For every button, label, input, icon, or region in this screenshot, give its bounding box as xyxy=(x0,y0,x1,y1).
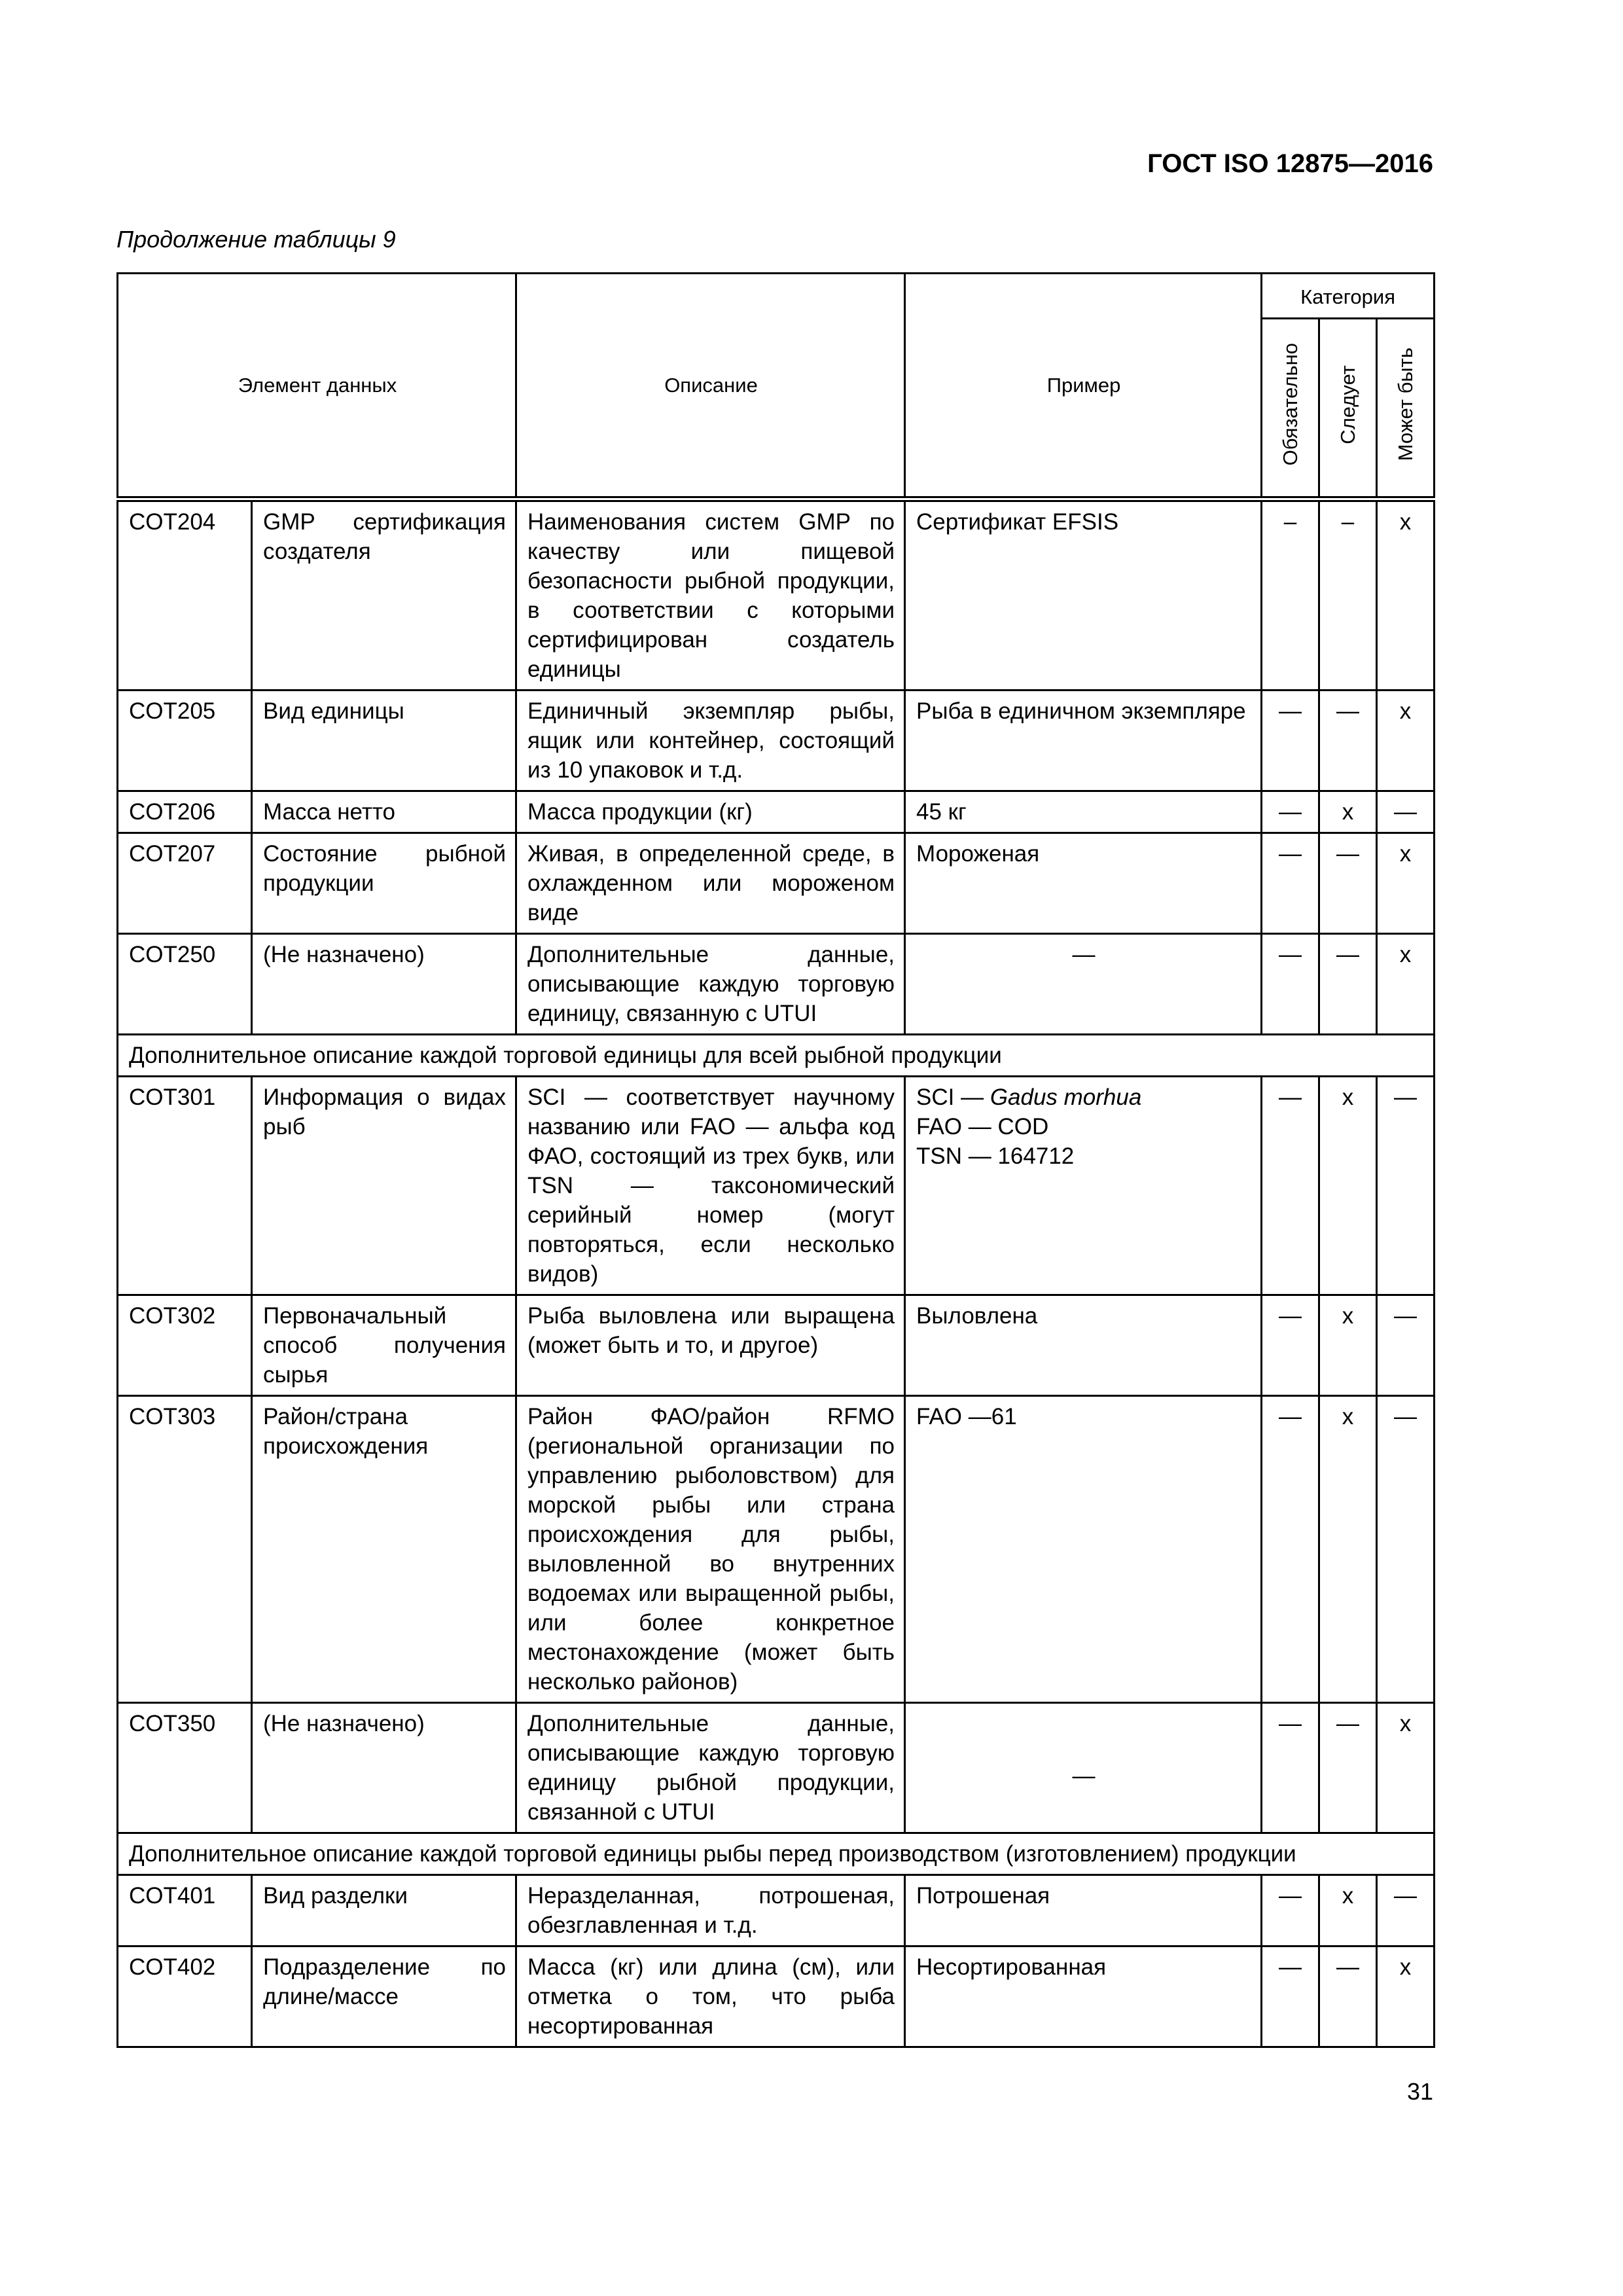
cell-mandatory: — xyxy=(1262,1295,1319,1396)
cell-may: — xyxy=(1377,1875,1435,1946)
data-elements-table xyxy=(116,272,1435,2048)
cell-description: Наименования систем GMP по качеству или пищевой безопасности рыбной продукции, в соответствии с которыми сертифицирован создатель единицы xyxy=(516,499,905,691)
section-row xyxy=(118,1833,1435,1875)
cell-example: Сертификат EFSIS xyxy=(905,499,1262,691)
cell-mandatory: — xyxy=(1262,833,1319,934)
cell-may: — xyxy=(1377,1077,1435,1295)
section-row xyxy=(118,1035,1435,1077)
header-category: Категория xyxy=(1262,274,1435,319)
cell-element-name: Район/страна происхождения xyxy=(252,1396,516,1703)
cell-element-name: GMP сертификация создателя xyxy=(252,499,516,691)
example-prefix: SCI — xyxy=(916,1085,990,1110)
cell-element-name: (Не назначено) xyxy=(252,934,516,1035)
example-line: TSN — 164712 xyxy=(916,1143,1075,1169)
cell-code: COT205 xyxy=(118,691,252,791)
header-should xyxy=(1319,319,1377,499)
cell-element-name: Первоначальный способ получения сырья xyxy=(252,1295,516,1396)
cell-example: Мороженая xyxy=(905,833,1262,934)
cell-may: x xyxy=(1377,934,1435,1035)
cell-description: Масса (кг) или длина (см), или отметка о том, что рыба несортированная xyxy=(516,1946,905,2047)
cell-description: Дополнительные данные, описывающие каждую торговую единицу рыбной продукции, связанной с UTUI xyxy=(516,1703,905,1833)
section-heading: Дополнительное описание каждой торговой единицы рыбы перед производством (изготовлением) продукции xyxy=(118,1833,1435,1875)
table-row xyxy=(118,934,1435,1035)
cell-code: COT301 xyxy=(118,1077,252,1295)
cell-example xyxy=(905,1077,1262,1295)
cell-description: Единичный экземпляр рыбы, ящик или контейнер, состоящий из 10 упаковок и т.д. xyxy=(516,691,905,791)
cell-may: — xyxy=(1377,791,1435,833)
page-number: 31 xyxy=(1406,2078,1433,2105)
cell-mandatory: — xyxy=(1262,791,1319,833)
cell-mandatory: — xyxy=(1262,691,1319,791)
cell-example: — xyxy=(905,1703,1262,1833)
table-caption: Продолжение таблицы 9 xyxy=(116,226,396,253)
cell-mandatory: — xyxy=(1262,1946,1319,2047)
header-mandatory-label: Обязательно xyxy=(1278,343,1302,466)
table-header xyxy=(118,274,1435,499)
cell-element-name: Информация о видах рыб xyxy=(252,1077,516,1295)
cell-may: x xyxy=(1377,1946,1435,2047)
cell-description: Район ФАО/район RFMO (региональной организации по управлению рыболовством) для морской рыбы или страна происхождения для рыбы, выловленной во внутренних водоемах или выращенной рыбы, или более конкретное местонахождение (может быть несколько районов) xyxy=(516,1396,905,1703)
cell-code: COT302 xyxy=(118,1295,252,1396)
cell-should: x xyxy=(1319,1295,1377,1396)
cell-should: — xyxy=(1319,1946,1377,2047)
example-line xyxy=(916,1083,1251,1112)
cell-element-name: (Не назначено) xyxy=(252,1703,516,1833)
cell-element-name: Подразделение по длине/массе xyxy=(252,1946,516,2047)
cell-element-name: Вид единицы xyxy=(252,691,516,791)
header-example: Пример xyxy=(905,274,1262,499)
cell-example: FAO —61 xyxy=(905,1396,1262,1703)
cell-example: Потрошеная xyxy=(905,1875,1262,1946)
cell-should: — xyxy=(1319,934,1377,1035)
cell-code: COT207 xyxy=(118,833,252,934)
cell-mandatory: — xyxy=(1262,1703,1319,1833)
table-row xyxy=(118,499,1435,691)
table-row xyxy=(118,1295,1435,1396)
cell-code: COT204 xyxy=(118,499,252,691)
cell-may: x xyxy=(1377,1703,1435,1833)
cell-example: 45 кг xyxy=(905,791,1262,833)
cell-code: COT250 xyxy=(118,934,252,1035)
cell-code: COT303 xyxy=(118,1396,252,1703)
cell-should: x xyxy=(1319,1396,1377,1703)
table-row xyxy=(118,791,1435,833)
cell-should: — xyxy=(1319,833,1377,934)
cell-example: Выловлена xyxy=(905,1295,1262,1396)
cell-description: Живая, в определенной среде, в охлажденном или мороженом виде xyxy=(516,833,905,934)
cell-element-name: Вид разделки xyxy=(252,1875,516,1946)
table-row xyxy=(118,1396,1435,1703)
table-row xyxy=(118,1875,1435,1946)
example-species-name: Gadus morhua xyxy=(990,1085,1142,1110)
cell-example: Рыба в единичном экземпляре xyxy=(905,691,1262,791)
header-should-label: Следует xyxy=(1336,365,1359,444)
table-row xyxy=(118,1946,1435,2047)
cell-should: x xyxy=(1319,791,1377,833)
table-row xyxy=(118,1703,1435,1833)
cell-code: COT350 xyxy=(118,1703,252,1833)
cell-may: x xyxy=(1377,691,1435,791)
cell-may: x xyxy=(1377,833,1435,934)
cell-should: — xyxy=(1319,691,1377,791)
cell-example: Несортированная xyxy=(905,1946,1262,2047)
header-may xyxy=(1377,319,1435,499)
cell-may: — xyxy=(1377,1295,1435,1396)
cell-may: x xyxy=(1377,499,1435,691)
cell-mandatory: — xyxy=(1262,934,1319,1035)
table-row xyxy=(118,833,1435,934)
cell-should: – xyxy=(1319,499,1377,691)
cell-mandatory: — xyxy=(1262,1875,1319,1946)
cell-mandatory: — xyxy=(1262,1077,1319,1295)
cell-description: SCI — соответствует научному названию или FAO — альфа код ФАО, состоящий из трех букв, или TSN — таксономический серийный номер (могут повторяться, если несколько видов) xyxy=(516,1077,905,1295)
document-code: ГОСТ ISO 12875—2016 xyxy=(1147,149,1433,178)
cell-element-name: Масса нетто xyxy=(252,791,516,833)
table-row xyxy=(118,691,1435,791)
section-heading: Дополнительное описание каждой торговой единицы для всей рыбной продукции xyxy=(118,1035,1435,1077)
cell-mandatory: — xyxy=(1262,1396,1319,1703)
cell-example: — xyxy=(905,934,1262,1035)
cell-should: — xyxy=(1319,1703,1377,1833)
cell-code: COT402 xyxy=(118,1946,252,2047)
cell-description: Неразделанная, потрошеная, обезглавленная и т.д. xyxy=(516,1875,905,1946)
header-description: Описание xyxy=(516,274,905,499)
cell-mandatory: – xyxy=(1262,499,1319,691)
table-row xyxy=(118,1077,1435,1295)
cell-code: COT206 xyxy=(118,791,252,833)
cell-may: — xyxy=(1377,1396,1435,1703)
example-line: FAO — COD xyxy=(916,1114,1049,1139)
header-may-label: Может быть xyxy=(1393,348,1417,461)
cell-should: x xyxy=(1319,1077,1377,1295)
header-mandatory xyxy=(1262,319,1319,499)
cell-description: Дополнительные данные, описывающие каждую торговую единицу, связанную с UTUI xyxy=(516,934,905,1035)
cell-should: x xyxy=(1319,1875,1377,1946)
cell-description: Масса продукции (кг) xyxy=(516,791,905,833)
header-element: Элемент данных xyxy=(118,274,516,499)
cell-description: Рыба выловлена или выращена (может быть и то, и другое) xyxy=(516,1295,905,1396)
cell-code: COT401 xyxy=(118,1875,252,1946)
cell-element-name: Состояние рыбной продукции xyxy=(252,833,516,934)
